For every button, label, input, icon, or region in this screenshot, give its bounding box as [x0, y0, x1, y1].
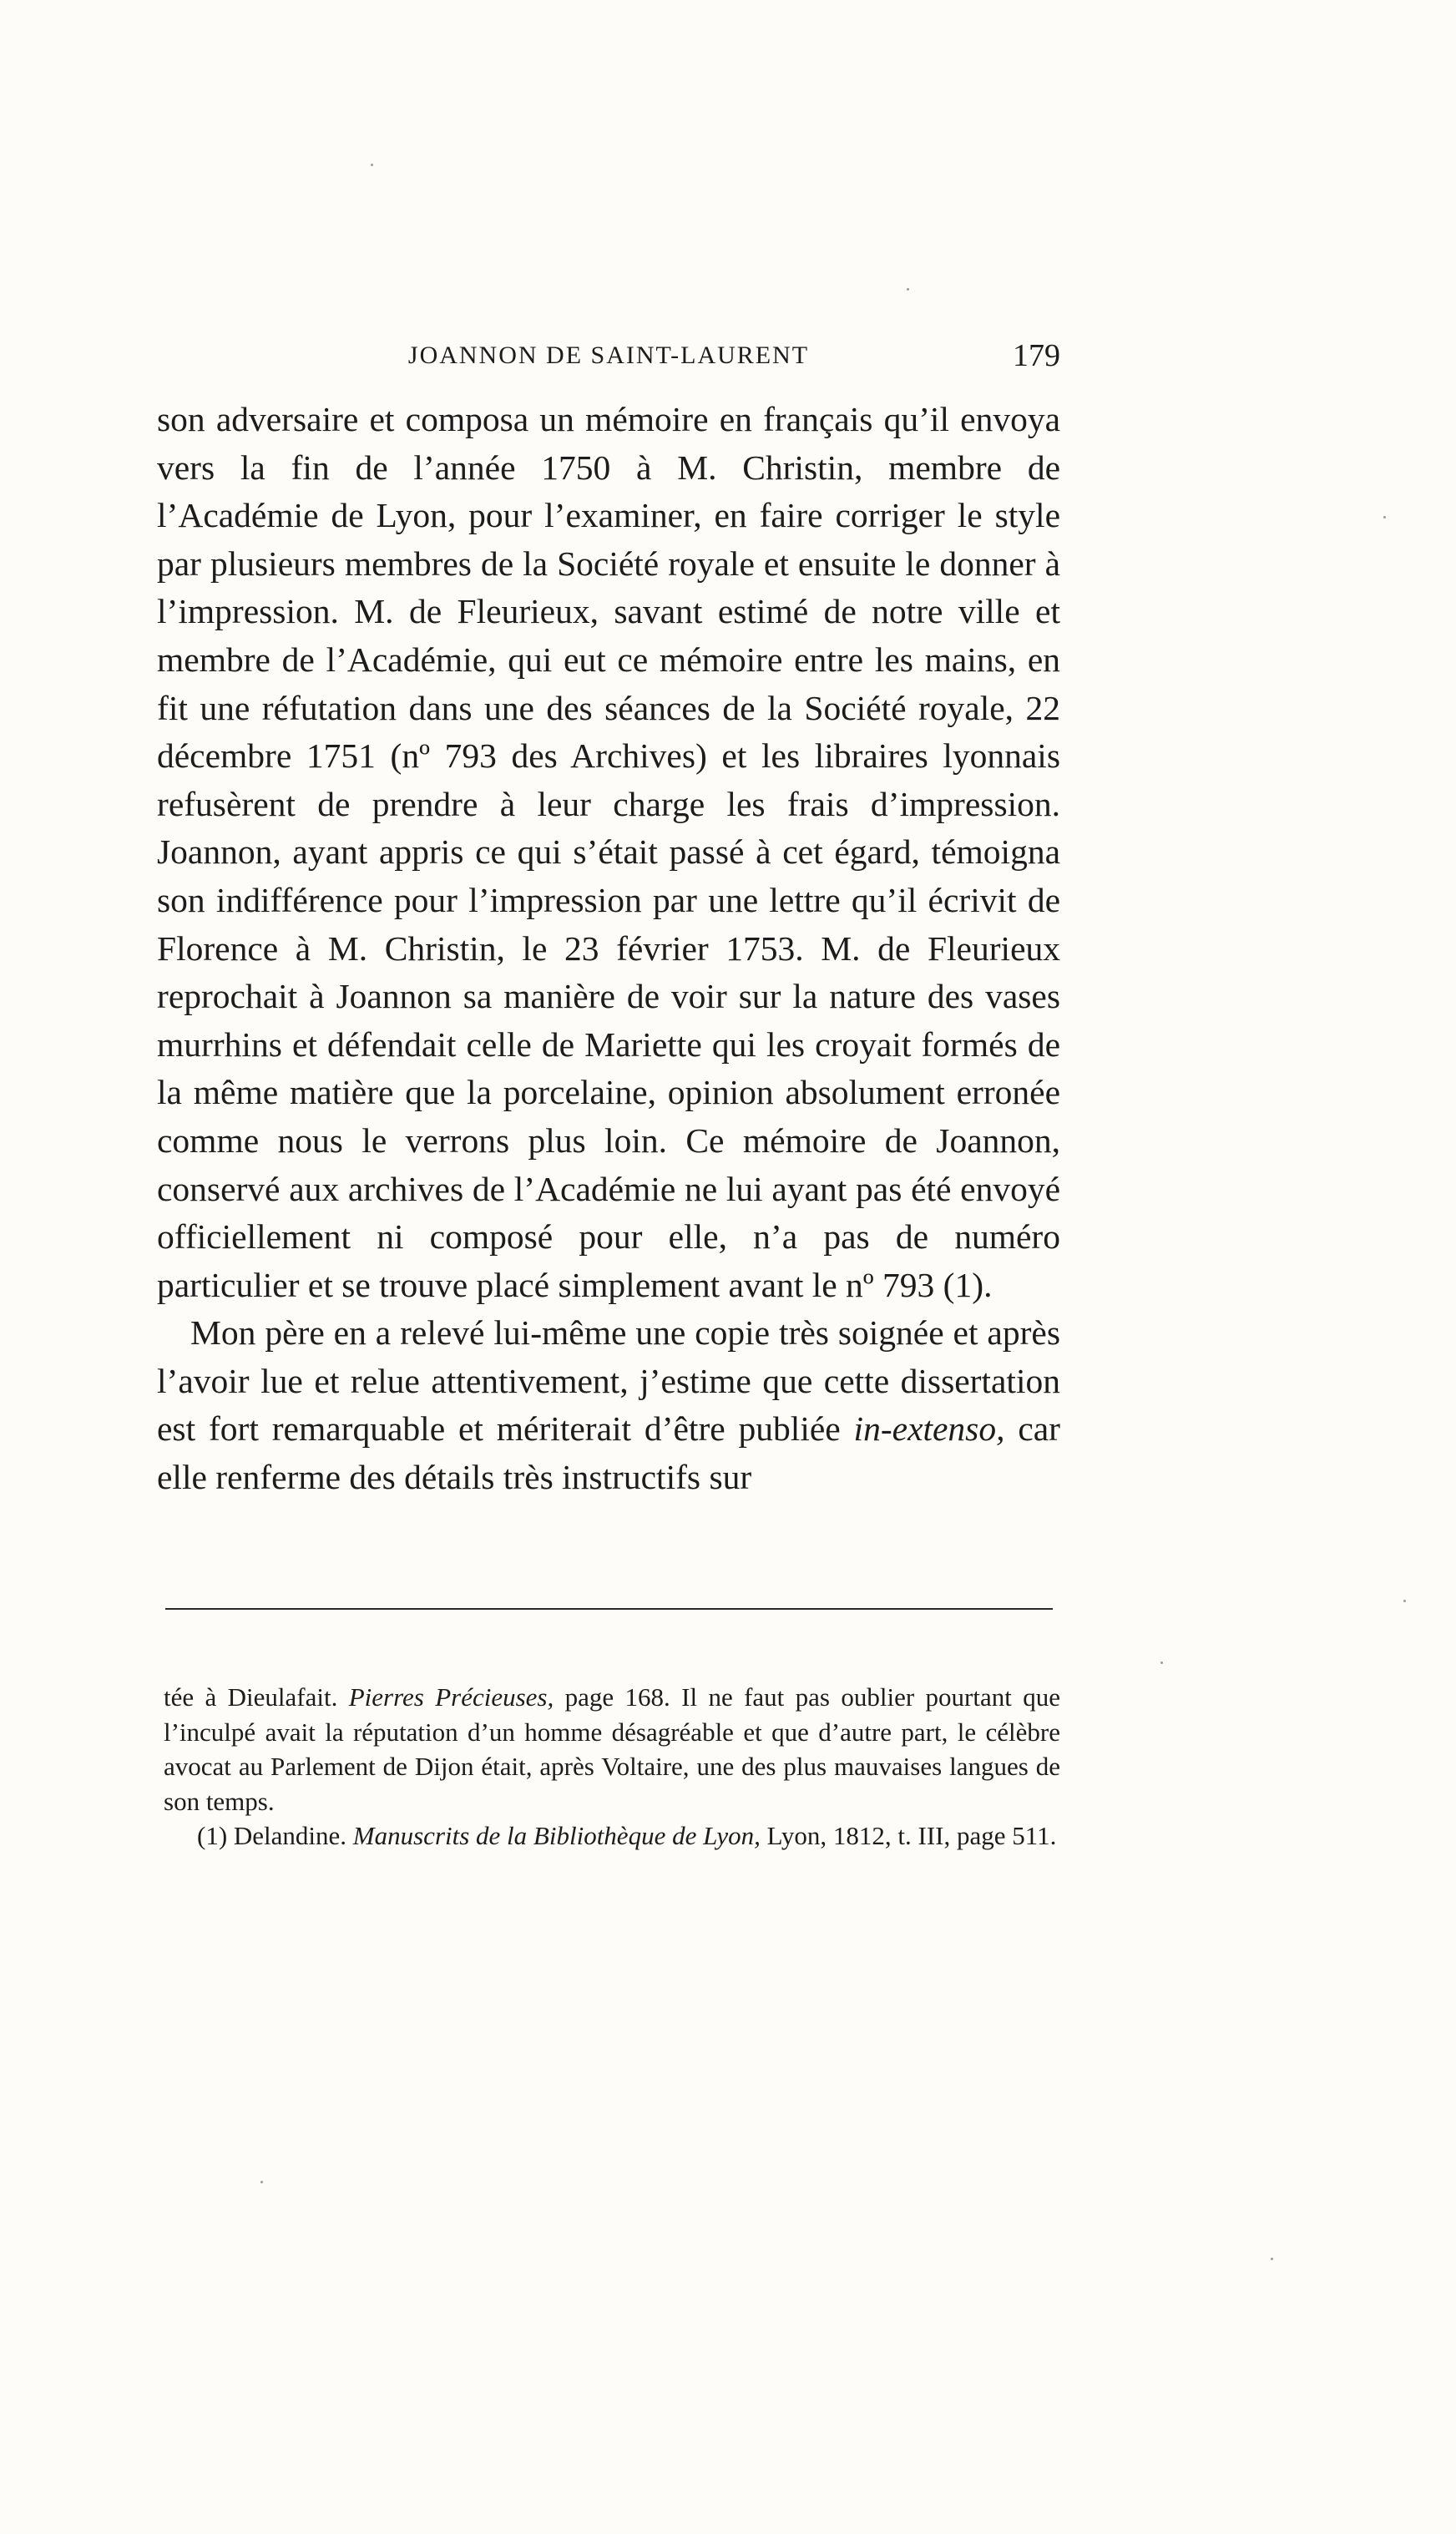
paper-speck: [1403, 1600, 1406, 1602]
footnote-divider: [165, 1608, 1053, 1610]
paper-speck: [1160, 1662, 1163, 1664]
paper-speck: [1271, 2258, 1273, 2260]
paragraph-2-text: Mon père en a relevé lui-même une copie très soignée et après l’avoir lue et relue attentivement, j’estime que cette dissertation est fort remarquable et mériterait d’être publiée: [157, 1313, 1060, 1449]
paragraph-2-text-end: car elle renferme des détails très instructifs sur: [157, 1409, 1060, 1497]
page-number: 179: [1013, 338, 1060, 373]
paragraph-2-italic: in-extenso,: [853, 1409, 1005, 1449]
footnote-continuation-start: tée à Dieulafait.: [164, 1682, 349, 1712]
footnotes: [164, 1680, 1060, 1854]
footnote-1: [164, 1818, 1060, 1854]
footnote-1-marker: (1) Delandine.: [197, 1821, 353, 1850]
paper-speck: [371, 164, 373, 166]
main-text: [157, 396, 1060, 1502]
paragraph-2: [157, 1309, 1060, 1501]
footnote-continuation-end: page 168. Il ne faut pas oublier pourtant que l’inculpé avait la réputation d’un homme désagréable et que d’autre part, le célèbre avocat au Parlement de Dijon était, après Voltaire, une des plus mauvaises langues de son temps.: [164, 1682, 1060, 1816]
paper-speck: [907, 288, 909, 291]
footnote-continuation: [164, 1680, 1060, 1818]
footnote-continuation-italic: Pierres Précieuses,: [348, 1682, 554, 1712]
footnote-1-italic: Manuscrits de la Bibliothèque de Lyon,: [352, 1821, 761, 1850]
paper-speck: [260, 2181, 263, 2183]
running-title: JOANNON DE SAINT-LAURENT: [407, 341, 810, 369]
paragraph-1: son adversaire et composa un mémoire en français qu’il envoya vers la fin de l’année 1750 à M. Christin, membre de l’Académie de Lyon, pour l’examiner, en faire corriger le style par plusieurs membres de la Société royale et ensuite le donner à l’impression. M. de Fleurieux, savant estimé de notre ville et membre de l’Académie, qui eut ce mémoire entre les mains, en fit une réfutation dans une des séances de la Société royale, 22 décembre 1751 (nº 793 des Archives) et les libraires lyonnais refusèrent de prendre à leur charge les frais d’impression. Joannon, ayant appris ce qui s’était passé à cet égard, témoigna son indifférence pour l’impression par une lettre qu’il écrivit de Florence à M. Christin, le 23 février 1753. M. de Fleurieux reprochait à Joannon sa manière de voir sur la nature des vases murrhins et défendait celle de Mariette qui les croyait formés de la même matière que la porcelaine, opinion absolument erronée comme nous le verrons plus loin. Ce mémoire de Joannon, conservé aux archives de l’Académie ne lui ayant pas été envoyé officiellement ni composé pour elle, n’a pas de numéro particulier et se trouve placé simplement avant le nº 793 (1).: [157, 400, 1060, 1304]
running-head: [157, 332, 1060, 379]
paper-speck: [1383, 516, 1386, 518]
footnote-1-end: Lyon, 1812, t. III, page 511.: [760, 1821, 1057, 1850]
